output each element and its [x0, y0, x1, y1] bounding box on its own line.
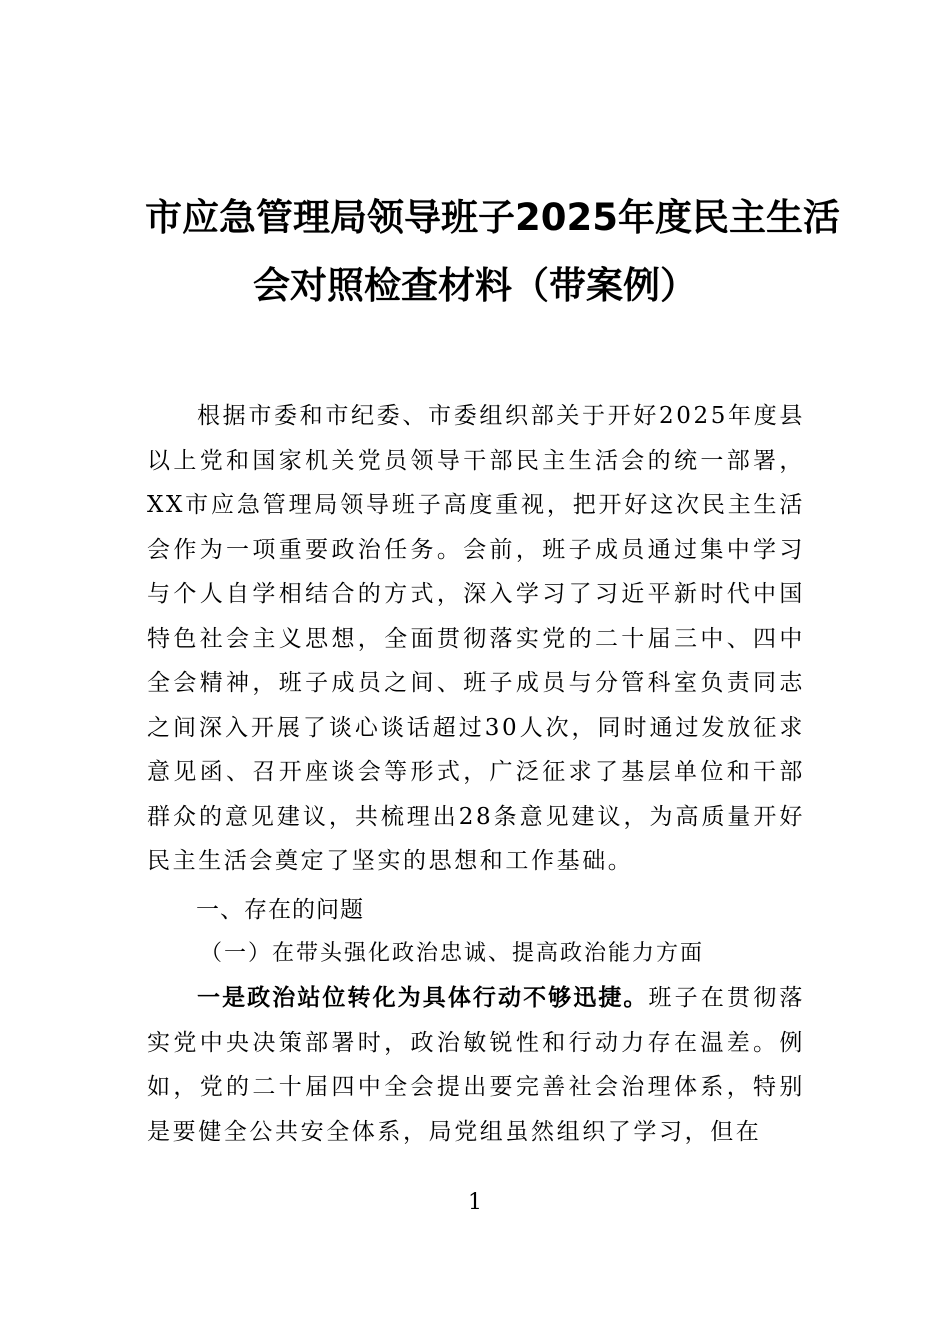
- point-body: 班子在贯彻落实党中央决策部署时，政治敏锐性和行动力存在温差。例如，党的二十届四中全会提出要完善社会治理体系，特别是要健全公共安全体系，局党组虽然组织了学习，但在: [147, 985, 805, 1145]
- subsection-heading: （一）在带头强化政治忠诚、提高政治能力方面: [200, 941, 705, 966]
- section-heading: 一、存在的问题: [196, 897, 364, 923]
- document-title-line-2: 会对照检查材料（带案例）: [253, 264, 697, 307]
- intro-paragraph: 根据市委和市纪委、市委组织部关于开好2025年度县以上党和国家机关党员领导干部民主生活会的统一部署，XX市应急管理局领导班子高度重视，把开好这次民主生活会作为一项重要政治任务。会前，班子成员通过集中学习与个人自学相结合的方式，深入学习了习近平新时代中国特色社会主义思想，全面贯彻落实党的二十届三中、四中全会精神，班子成员之间、班子成员与分管科室负责同志之间深入开展了谈心谈话超过30人次，同时通过发放征求意见函、召开座谈会等形式，广泛征求了基层单位和干部群众的意见建议，共梳理出28条意见建议，为高质量开好民主生活会奠定了坚实的思想和工作基础。: [147, 403, 805, 874]
- point-paragraph: [147, 976, 805, 1154]
- page-number: 1: [468, 1190, 482, 1215]
- point-lead: 一是政治站位转化为具体行动不够迅捷。: [197, 985, 649, 1011]
- document-title-line-1: 市应急管理局领导班子2025年度民主生活: [145, 196, 840, 239]
